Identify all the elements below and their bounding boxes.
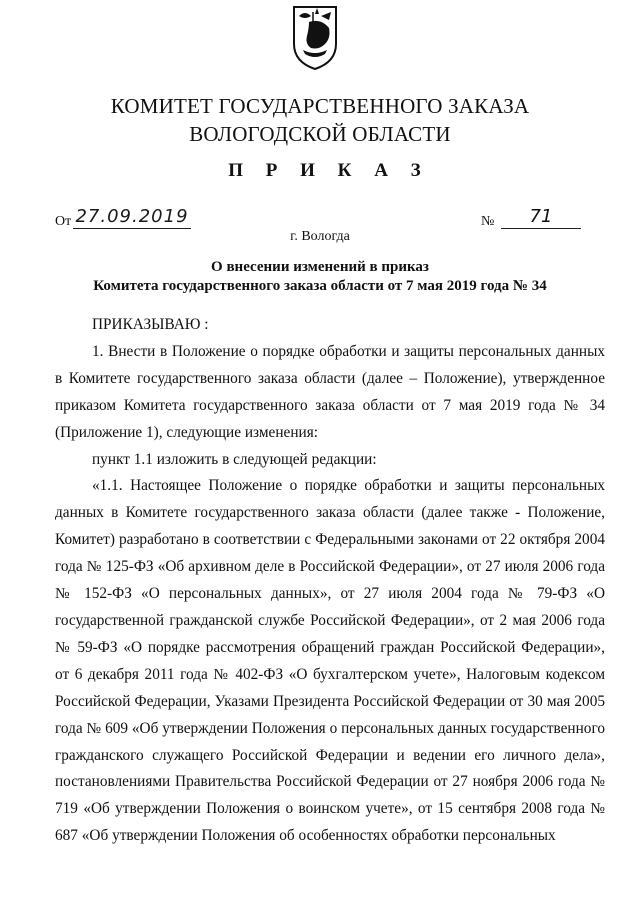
paragraph-3: «1.1. Настоящее Положение о порядке обработки и защиты персональных данных в Комитете государственного заказа области (далее также - Положение, Комитет) разработано в соответствии с Федеральными законами от 22 октября 2004 года № 125-ФЗ «Об архивном деле в Российской Федерации», от 27 июля 2006 года № 152-ФЗ «О персональных данных», от 27 июля 2004 года № 79-ФЗ «О государственной гражданской службе Российской Федерации», от 2 мая 2006 года № 59-ФЗ «О порядке рассмотрения обращений граждан Российской Федерации», от 6 декабря 2011 года № 402-ФЗ «О бухгалтерском учете», Налоговым кодексом Российской Федерации, Указами Президента Российской Федерации от 30 мая 2005 года № 609 «Об утверждении Положения о персональных данных государственного гражданского служащего Российской Федерации и ведении его личного дела», постановлениями Правительства Российской Федерации от 27 ноября 2006 года № 719 «Об утверждении Положения о воинском учете», от 15 сентября 2008 года № 687 «Об утверждении Положения об особенностях обработки персональных (55, 477, 605, 845)
committee-name-line1: КОМИТЕТ ГОСУДАРСТВЕННОГО ЗАКАЗА (110, 94, 530, 118)
number-value: 71 (501, 206, 581, 229)
city: г. Вологда (290, 229, 350, 244)
paragraph-2: пункт 1.1 изложить в следующей редакции: (92, 450, 377, 468)
paragraph-1: 1. Внести в Положение о порядке обработки и защиты персональных данных в Комитете государственного заказа области (далее – Положение), утвержденное приказом Комитета государственного заказа области от 7 мая 2019 года № 34 (Приложение 1), следующие изменения: (55, 342, 605, 441)
date-label: От (55, 214, 72, 229)
date-value: 27.09.2019 (73, 206, 191, 229)
order-word: ПРИКАЗЫВАЮ : (92, 316, 209, 333)
order-body (55, 312, 605, 850)
number-label: № (481, 214, 495, 229)
vologda-coat-of-arms-icon (291, 4, 339, 72)
order-title: П Р И К А З (228, 160, 430, 181)
committee-name (0, 92, 640, 148)
subject-line1: О внесении изменений в приказ (211, 259, 429, 275)
order-subject (0, 258, 640, 296)
subject-line2: Комитета государственного заказа области от 7 мая 2019 года № 34 (93, 278, 547, 294)
committee-name-line2: ВОЛОГОДСКОЙ ОБЛАСТИ (189, 122, 451, 146)
